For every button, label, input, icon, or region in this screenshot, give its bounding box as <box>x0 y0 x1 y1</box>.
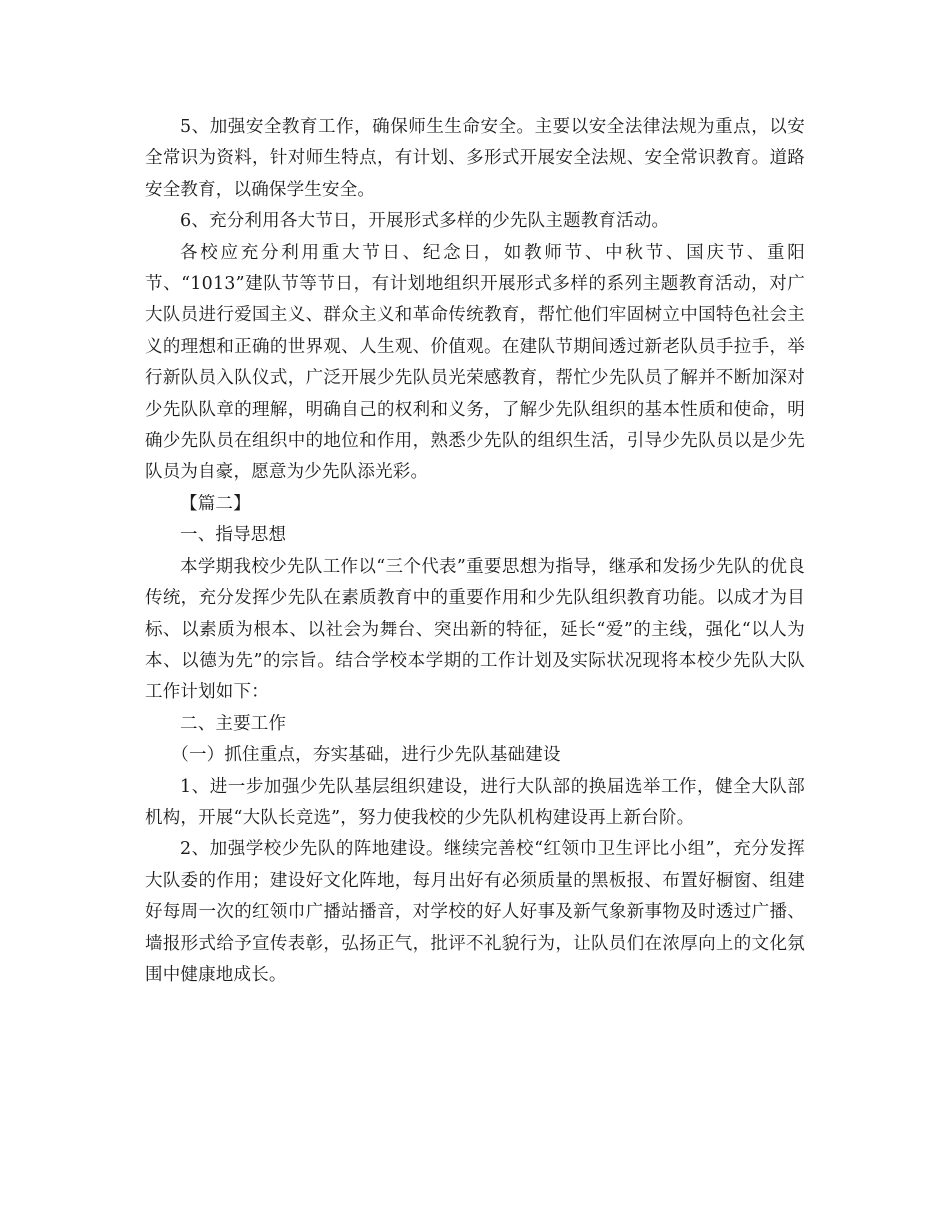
paragraph-organization-building: 1、进一步加强少先队基层组织建设，进行大队部的换届选举工作，健全大队部机构，开展“大队长竞选”，努力使我校的少先队机构建设再上新台阶。 <box>145 776 805 828</box>
heading-main-work: 二、主要工作 <box>180 713 287 734</box>
document-page <box>145 112 805 991</box>
heading-guiding-ideology: 一、指导思想 <box>180 525 287 546</box>
paragraph-position-building: 2、加强学校少先队的阵地建设。继续完善校“红领巾卫生评比小组”，充分发挥大队委的作用；建设好文化阵地，每月出好有必须质量的黑板报、布置好橱窗、组建好每周一次的红领巾广播站播音，对学校的好人好事及新气象新事物及时透过广播、墙报形式给予宣传表彰，弘扬正气，批评不礼貌行为，让队员们在浓厚向上的文化氛围中健康地成长。 <box>145 839 805 985</box>
paragraph-festival-activities: 6、充分利用各大节日，开展形式多样的少先队主题教育活动。 <box>180 211 670 232</box>
section-title-part-two: 【篇二】 <box>180 493 251 514</box>
subheading-foundation-building: （一）抓住重点，夯实基础，进行少先队基础建设 <box>171 745 561 766</box>
paragraph-guiding-ideology: 本学期我校少先队工作以“三个代表”重要思想为指导，继承和发扬少先队的优良传统，充分发挥少先队在素质教育中的重要作用和少先队组织教育功能。以成才为目标、以素质为根本、以社会为舞台、突出新的特征，延长“爱”的主线，强化“以人为本、以德为先”的宗旨。结合学校本学期的工作计划及实际状况现将本校少先队大队工作计划如下： <box>145 556 805 703</box>
paragraph-festival-details: 各校应充分利用重大节日、纪念日，如教师节、中秋节、国庆节、重阳节、“1013”建队节等节日，有计划地组织开展形式多样的系列主题教育活动，对广大队员进行爱国主义、群众主义和革命传统教育，帮忙他们牢固树立中国特色社会主义的理想和正确的世界观、人生观、价值观。在建队节期间透过新老队员手拉手，举行新队员入队仪式，广泛开展少先队员光荣感教育，帮忙少先队员了解并不断加深对少先队队章的理解，明确自己的权利和义务，了解少先队组织的基本性质和使命，明确少先队员在组织中的地位和作用，熟悉少先队的组织生活，引导少先队员以是少先队员为自豪，愿意为少先队添光彩。 <box>145 242 805 483</box>
paragraph-safety-education: 5、加强安全教育工作，确保师生生命安全。主要以安全法律法规为重点，以安全常识为资料，针对师生特点，有计划、多形式开展安全法规、安全常识教育。道路安全教育，以确保学生安全。 <box>145 117 805 200</box>
